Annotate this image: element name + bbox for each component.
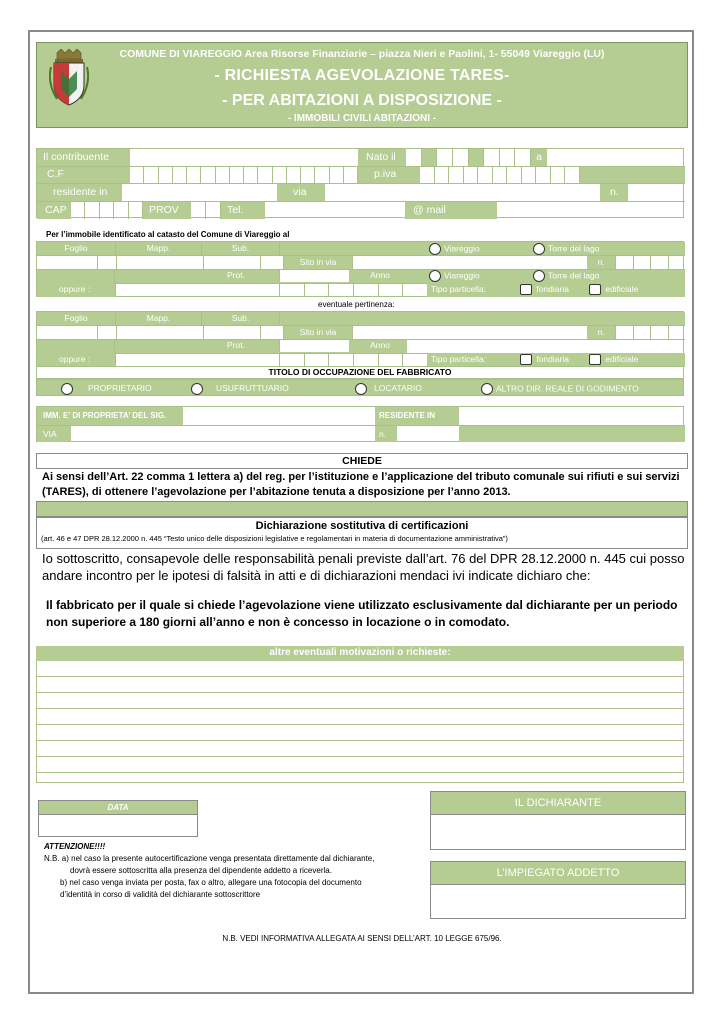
header-address: COMUNE DI VIAREGGIO Area Risorse Finanziarie – piazza Nieri e Paolini, 1- 55049 Viareggio (LU)	[119, 48, 605, 60]
motivazioni-heading: altre eventuali motivazioni o richieste:	[36, 646, 684, 661]
attenzione-title: ATTENZIONE!!!!	[44, 842, 106, 851]
sito-via-label: Sito in via	[284, 326, 352, 339]
prov-label: PROV	[143, 202, 191, 219]
via-field[interactable]	[71, 426, 375, 442]
mail-label: @ mail	[405, 202, 497, 219]
residente-in-field[interactable]	[459, 407, 685, 425]
form-title: - RICHIESTA AGEVOLAZIONE TARES-	[214, 67, 510, 84]
catasto-values-row[interactable]	[37, 255, 685, 269]
cap-field[interactable]	[71, 202, 143, 219]
form-subtitle: - PER ABITAZIONI A DISPOSIZIONE -	[222, 92, 502, 109]
data-field[interactable]	[38, 815, 198, 837]
fabbricato-line-1: Il fabbricato per il quale si chiede l’agevolazione viene utilizzato esclusivamente dal dichiarante per un periodo	[46, 598, 678, 612]
radio-icon[interactable]	[429, 270, 441, 282]
residente-label: residente in	[37, 184, 122, 201]
radio-icon[interactable]	[429, 243, 441, 255]
immobile-intro: Per l’immobile identificato al catasto del Comune di Viareggio al	[46, 230, 290, 239]
anno-field[interactable]	[279, 353, 427, 367]
torre-option-2[interactable]: Torre del lago	[533, 269, 663, 283]
proprietario-label: IMM. E’ DI PROPRIETA’ DEL SIG.	[37, 407, 183, 425]
prot-label: Prot.	[227, 270, 245, 280]
residente-field[interactable]	[122, 184, 277, 201]
titolo-options	[36, 379, 684, 396]
attenzione-note	[44, 841, 424, 901]
sub-label: Sub.	[201, 242, 279, 255]
radio-icon[interactable]	[61, 383, 73, 395]
attenzione-line: b) nel caso venga inviata per posta, fax o altro, allegare una fotocopia del documento	[60, 878, 362, 887]
pertinenza-label: eventuale pertinenza:	[318, 300, 395, 309]
foglio-label: Foglio	[64, 243, 88, 253]
n-field[interactable]	[397, 426, 459, 442]
chiede-line-2: (TARES), di ottenere l’agevolazione per l’abitazione tenuta a disposizione per l’anno 2013.	[42, 486, 511, 498]
chiede-text	[42, 470, 688, 500]
proprieta-grid	[36, 406, 684, 442]
usufruttuario-option[interactable]: USUFRUTTUARIO	[191, 383, 289, 395]
foglio-label: Foglio	[64, 313, 88, 323]
via-label: via	[277, 184, 325, 201]
birth-place-field[interactable]	[547, 149, 685, 166]
pertinenza-grid	[36, 311, 684, 367]
mapp-label: Mapp.	[115, 312, 201, 325]
viareggio-option[interactable]: Viareggio	[429, 242, 529, 255]
piva-field[interactable]	[420, 167, 580, 183]
contribuente-grid	[36, 148, 684, 218]
radio-icon[interactable]	[355, 383, 367, 395]
radio-icon[interactable]	[533, 243, 545, 255]
chiede-heading: CHIEDE	[36, 453, 688, 469]
dichiarazione-bar	[36, 501, 688, 517]
n-label: n.	[587, 326, 615, 339]
impiegato-signature-field[interactable]	[430, 885, 686, 919]
altro-option[interactable]: ALTRO DIR. REALE DI GODIMENTO	[481, 383, 639, 395]
n-label: n.	[375, 426, 397, 442]
viareggio-option-2[interactable]: Viareggio	[429, 269, 529, 283]
dichiarante-signature-field[interactable]	[430, 815, 686, 850]
checkbox-icon[interactable]	[589, 284, 601, 295]
dichiarazione-line-1: Io sottoscritto, consapevole delle responsabilità penali previste dall’art. 76 del DPR 28.12.2000 n. 445 cui posso	[42, 551, 685, 566]
immobile-grid	[36, 241, 684, 297]
dichiarazione-heading: Dichiarazione sostitutiva di certificazioni	[255, 520, 469, 532]
contribuente-name-field[interactable]	[130, 149, 358, 166]
dichiarazione-line-2: andare incontro per le ipotesi di falsità in atti e di dichiarazioni mendaci ivi indicate dichiaro che:	[42, 568, 591, 583]
attenzione-line: dovrà essere sottoscritta alla presenza del dipendente addetto a riceverla.	[70, 866, 332, 875]
tipo-particella-row: Tipo particella: fondiaria edificiale	[427, 353, 685, 367]
titolo-heading: TITOLO DI OCCUPAZIONE DEL FABBRICATO	[36, 366, 684, 379]
contribuente-label: Il contribuente	[37, 149, 130, 166]
checkbox-icon[interactable]	[520, 284, 532, 295]
dichiarazione-paragraph	[42, 550, 688, 584]
tel-field[interactable]	[265, 202, 405, 219]
via-field[interactable]	[325, 184, 600, 201]
dichiarazione-box	[36, 517, 688, 549]
birth-place-label: a	[531, 149, 547, 166]
torre-option[interactable]: Torre del lago	[533, 242, 663, 255]
nato-il-label: Nato il	[358, 149, 406, 166]
anno-field[interactable]	[279, 283, 427, 297]
fabbricato-statement	[46, 597, 686, 631]
oppure-field[interactable]	[115, 283, 279, 297]
form-header	[36, 42, 688, 128]
sub-label: Sub.	[201, 312, 279, 325]
dichiarazione-subtitle: (art. 46 e 47 DPR 28.12.2000 n. 445 “Testo unico delle disposizioni legislative e regolamentari in materia di documentazione amministrativa”)	[41, 534, 508, 543]
attenzione-line: N.B. a) nel caso la presente autocertificazione venga presentata direttamente dal dichiarante,	[44, 854, 375, 863]
cf-label: C.F	[37, 167, 130, 183]
mail-field[interactable]	[497, 202, 685, 219]
checkbox-icon[interactable]	[520, 354, 532, 365]
mapp-label: Mapp.	[115, 242, 201, 255]
checkbox-icon[interactable]	[589, 354, 601, 365]
anno-label: Anno	[370, 340, 390, 350]
motivazioni-lines[interactable]	[36, 661, 684, 783]
residente-in-label: RESIDENTE IN	[375, 407, 459, 425]
civic-number-field[interactable]	[628, 184, 685, 201]
via-label: VIA	[37, 426, 71, 442]
data-label: DATA	[38, 800, 198, 815]
radio-icon[interactable]	[481, 383, 493, 395]
oppure-field[interactable]	[115, 353, 279, 367]
proprietario-option[interactable]: PROPRIETARIO	[61, 383, 152, 395]
proprietario-field[interactable]	[183, 407, 375, 425]
fabbricato-line-2: non superiore a 180 giorni all’anno e non è concesso in locazione o in comodato.	[46, 615, 510, 629]
pertinenza-values-row[interactable]	[37, 325, 685, 339]
prov-field[interactable]	[191, 202, 221, 219]
n-label: n.	[587, 256, 615, 269]
tipo-particella-row: Tipo particella: fondiaria edificiale	[427, 283, 685, 297]
locatario-option[interactable]: LOCATARIO	[355, 383, 422, 395]
birth-date-field[interactable]	[406, 149, 531, 166]
tel-label: Tel.	[221, 202, 265, 219]
anno-label: Anno	[370, 270, 390, 280]
form-category: - IMMOBILI CIVILI ABITAZIONI -	[287, 113, 437, 124]
dichiarante-label: IL DICHIARANTE	[430, 791, 686, 815]
footer-note: N.B. VEDI INFORMATIVA ALLEGATA AI SENSI DELL’ART. 10 LEGGE 675/96.	[222, 934, 502, 943]
oppure-label: oppure :	[37, 283, 115, 297]
attenzione-line: d’identità in corso di validità del dichiarante sottoscrittore	[60, 890, 261, 899]
sito-via-label: Sito in via	[284, 256, 352, 269]
radio-icon[interactable]	[191, 383, 203, 395]
oppure-label: oppure :	[37, 353, 115, 367]
impiegato-label: L’IMPIEGATO ADDETTO	[430, 861, 686, 885]
cap-label: CAP	[37, 202, 71, 219]
civic-number-label: n.	[600, 184, 628, 201]
radio-icon[interactable]	[533, 270, 545, 282]
prot-label: Prot.	[227, 340, 245, 350]
piva-label: p.iva	[358, 167, 420, 183]
cf-field[interactable]	[130, 167, 358, 183]
chiede-line-1: Ai sensi dell’Art. 22 comma 1 lettera a) del reg. per l’istituzione e l’applicazione del tributo comunale sui rifiuti e sui servizi	[42, 471, 680, 483]
